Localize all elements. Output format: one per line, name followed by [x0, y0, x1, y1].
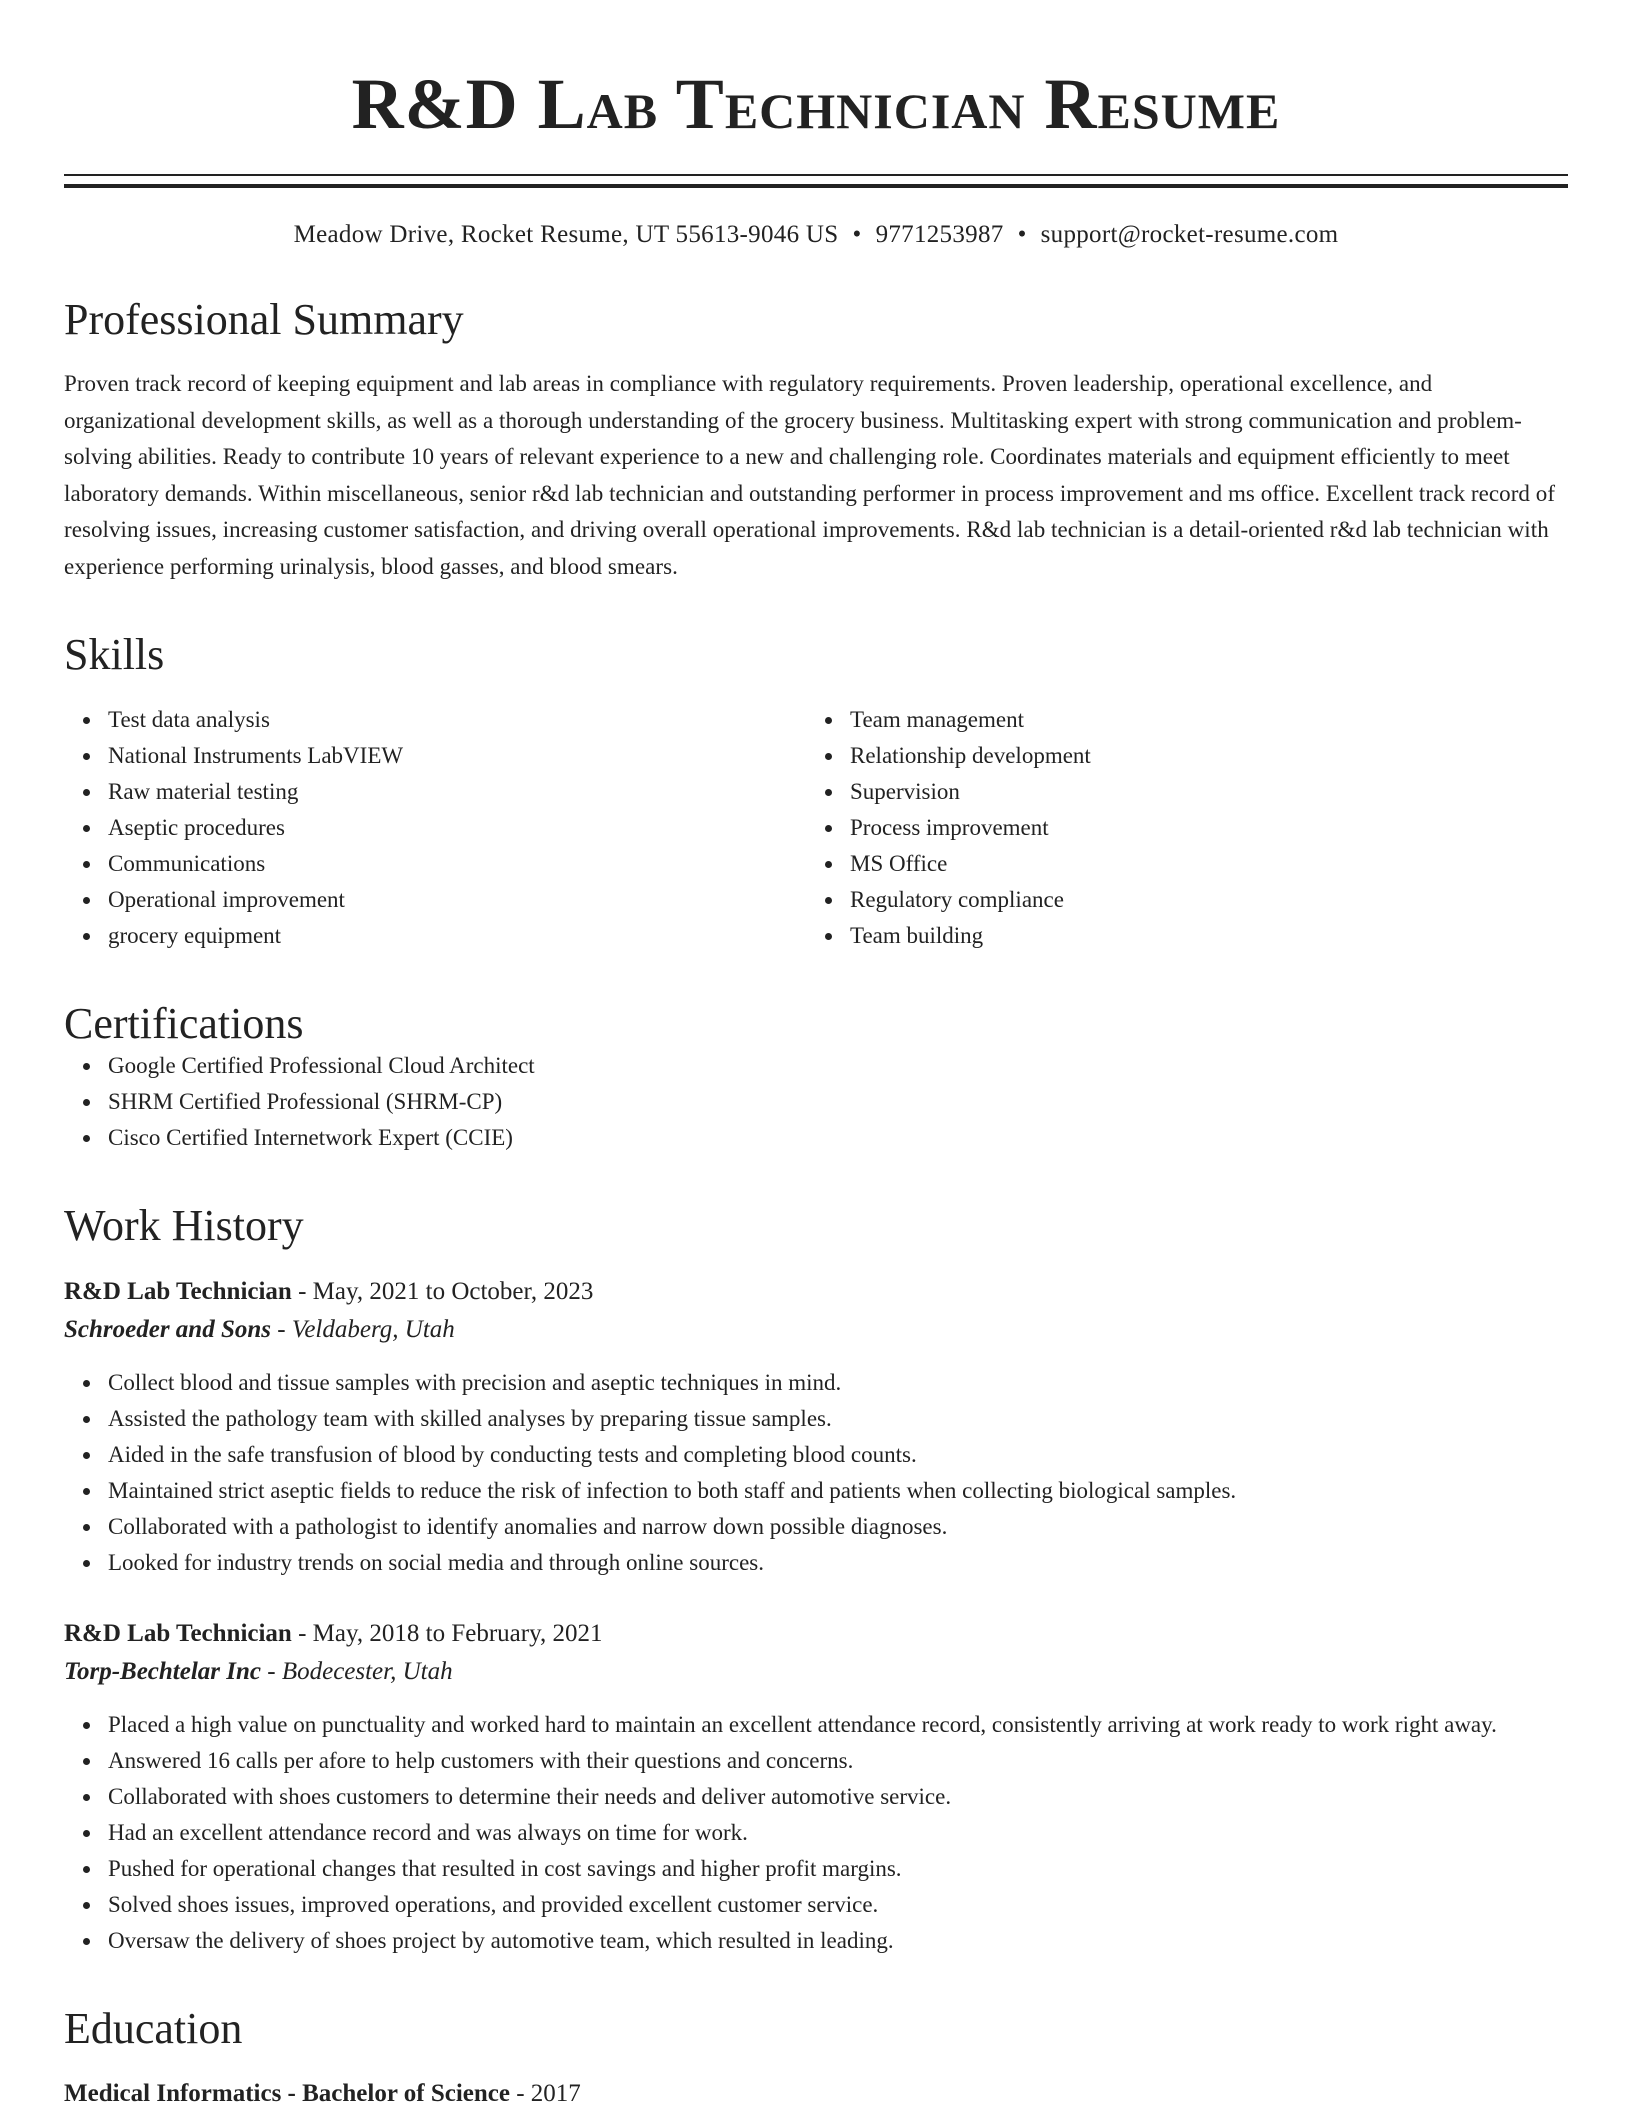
job-title-line: [64, 1615, 1568, 1653]
education-entry: [64, 2075, 1568, 2113]
job-title: R&D Lab Technician: [64, 1277, 292, 1305]
skill-item: Test data analysis: [108, 702, 806, 738]
skills-grid: [64, 702, 1568, 954]
job-title-line: [64, 1273, 1568, 1311]
skill-item: Aseptic procedures: [108, 810, 806, 846]
job-duty-item: Had an excellent attendance record and was always on time for work.: [108, 1815, 1568, 1851]
education-year: - 2017: [509, 2079, 581, 2107]
contact-line: [64, 220, 1568, 250]
job-dates: - May, 2018 to February, 2021: [291, 1619, 603, 1647]
skill-item: National Instruments LabVIEW: [108, 738, 806, 774]
skill-item: Process improvement: [850, 810, 1548, 846]
skills-heading: Skills: [64, 630, 165, 680]
skill-item: Regulatory compliance: [850, 882, 1548, 918]
title-double-rule: [64, 174, 1568, 188]
contact-separator: •: [852, 221, 862, 248]
job-duties-list: [64, 1365, 1568, 1581]
education-degree: Medical Informatics - Bachelor of Science: [64, 2079, 510, 2107]
job-location: - Veldaberg, Utah: [271, 1315, 455, 1343]
job-company-line: [64, 1653, 1568, 1691]
job-company: Schroeder and Sons: [64, 1315, 271, 1343]
certification-item: Google Certified Professional Cloud Architect: [108, 1048, 1568, 1084]
skill-item: Relationship development: [850, 738, 1548, 774]
contact-address: Meadow Drive, Rocket Resume, UT 55613-9046 US: [293, 221, 839, 248]
job-duty-item: Collaborated with a pathologist to identify anomalies and narrow down possible diagnoses.: [108, 1509, 1568, 1545]
certifications-list: [64, 1048, 1568, 1156]
education-heading: Education: [64, 2003, 243, 2053]
skill-item: Team building: [850, 918, 1548, 954]
job-company-line: [64, 1311, 1568, 1349]
resume-title: R&D Lab Technician Resume: [351, 64, 1281, 144]
job-title: R&D Lab Technician: [64, 1619, 292, 1647]
job-entry: [64, 1615, 1568, 1959]
skills-column-right: [806, 702, 1548, 954]
skills-column-left: [64, 702, 806, 954]
job-duty-item: Pushed for operational changes that resulted in cost savings and higher profit margins.: [108, 1851, 1568, 1887]
skills-list-left: [64, 702, 806, 954]
job-dates: - May, 2021 to October, 2023: [291, 1277, 594, 1305]
job-duty-item: Maintained strict aseptic fields to reduce the risk of infection to both staff and patients when collecting biological samples.: [108, 1473, 1568, 1509]
skills-list-right: [806, 702, 1548, 954]
skill-item: grocery equipment: [108, 918, 806, 954]
job-duties-list: [64, 1707, 1568, 1959]
job-duty-item: Looked for industry trends on social media and through online sources.: [108, 1545, 1568, 1581]
summary-text: Proven track record of keeping equipment and lab areas in compliance with regulatory requirements. Proven leadership, operational excellence, and organizational development skills, as well as a thorough understanding of the grocery business. Multitasking expert with strong communication and problem-solving abilities. Ready to contribute 10 years of relevant experience to a new and challenging role. Coordinates materials and equipment efficiently to meet laboratory demands. Within miscellaneous, senior r&d lab technician and outstanding performer in process improvement and ms office. Excellent track record of resolving issues, increasing customer satisfaction, and driving overall operational improvements. R&d lab technician is a detail-oriented r&d lab technician with experience performing urinalysis, blood gasses, and blood smears.: [64, 371, 1556, 579]
skill-item: Team management: [850, 702, 1548, 738]
job-duty-item: Collect blood and tissue samples with precision and aseptic techniques in mind.: [108, 1365, 1568, 1401]
contact-phone[interactable]: 9771253987: [875, 221, 1004, 248]
job-duty-item: Oversaw the delivery of shoes project by automotive team, which resulted in leading.: [108, 1923, 1568, 1959]
certification-item: SHRM Certified Professional (SHRM-CP): [108, 1084, 1568, 1120]
skill-item: Operational improvement: [108, 882, 806, 918]
job-duty-item: Placed a high value on punctuality and worked hard to maintain an excellent attendance record, consistently arriving at work ready to work right away.: [108, 1707, 1568, 1743]
skill-item: Raw material testing: [108, 774, 806, 810]
skill-item: Supervision: [850, 774, 1548, 810]
job-duty-item: Assisted the pathology team with skilled analyses by preparing tissue samples.: [108, 1401, 1568, 1437]
job-location: - Bodecester, Utah: [261, 1657, 453, 1685]
job-duty-item: Collaborated with shoes customers to determine their needs and deliver automotive service.: [108, 1779, 1568, 1815]
work-history-heading: Work History: [64, 1201, 304, 1251]
job-duty-item: Answered 16 calls per afore to help customers with their questions and concerns.: [108, 1743, 1568, 1779]
certification-item: Cisco Certified Internetwork Expert (CCIE): [108, 1120, 1568, 1156]
certifications-heading: Certifications: [64, 998, 304, 1048]
job-company: Torp-Bechtelar Inc: [64, 1657, 261, 1685]
summary-heading: Professional Summary: [64, 295, 464, 344]
job-duty-item: Solved shoes issues, improved operations, and provided excellent customer service.: [108, 1887, 1568, 1923]
skill-item: Communications: [108, 846, 806, 882]
contact-email[interactable]: support@rocket-resume.com: [1040, 221, 1339, 248]
job-duty-item: Aided in the safe transfusion of blood by conducting tests and completing blood counts.: [108, 1437, 1568, 1473]
contact-separator: •: [1017, 221, 1027, 248]
job-entry: [64, 1273, 1568, 1581]
skill-item: MS Office: [850, 846, 1548, 882]
